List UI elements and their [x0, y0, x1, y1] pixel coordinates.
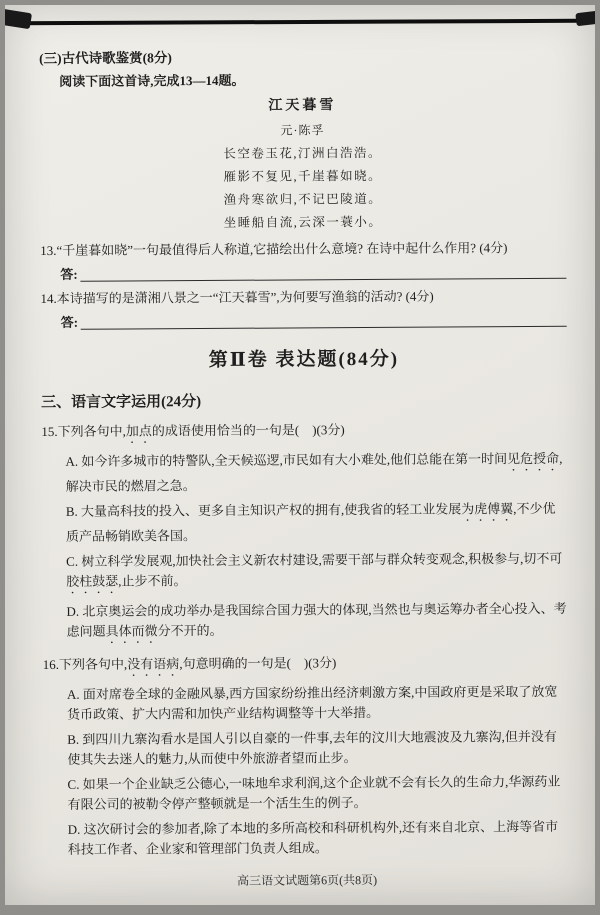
answer-label: 答: [60, 266, 78, 282]
poem-line: 渔舟寒欲归,不记巴陵道。 [223, 191, 383, 207]
question-14: 14.本诗描写的是潇湘八景之一“江天暮雪”,为何要写渔翁的活动? (4分) [40, 288, 434, 306]
answer-row-14 [41, 310, 567, 333]
option-15-c: C. 树立科学发展观,加快社会主义新农村建设,需要干部与群众转变观念,积极参与,切不可胶柱鼓瑟,止步不前。 [66, 550, 563, 589]
section-heading-poetry-appreciation: (三)古代诗歌鉴赏(8分) [39, 50, 172, 66]
question-13: 13.“千崖暮如晓”一句最值得后人称道,它描绘出什么意境? 在诗中起什么作用? (4分) [40, 240, 508, 258]
option-16-a: A. 面对席卷全球的金融风暴,西方国家纷纷推出经济刺激方案,中国政府更是采取了放宽货币政策、扩大内需和加快产业结构调整等十大举措。 [66, 683, 558, 722]
answer-blank-line [81, 314, 567, 330]
poem-line: 雁影不复见,千崖暮如晓。 [223, 168, 383, 184]
poem-title: 江天暮雪 [268, 98, 337, 114]
poem-line: 坐睡船自流,云深一蓑小。 [223, 214, 383, 230]
option-16-c: C. 如果一个企业缺乏公德心,一味地牟求利润,这个企业就不会有长久的生命力,华源药业有限公司的被勒令停产整顿就是一个活生生的例子。 [67, 773, 561, 812]
poem-instruction: 阅读下面这首诗,完成13—14题。 [59, 72, 245, 89]
poem-line: 长空卷玉花,汀洲白浩浩。 [223, 145, 382, 161]
question-15-stem: 15.下列各句中,加点的成语使用恰当的一句是( )(3分) [41, 422, 345, 439]
scan-corner-artifact-right [575, 11, 595, 27]
option-16-b: B. 到四川九寨沟看水是国人引以自豪的一件事,去年的汶川大地震波及九寨沟,但并没有使其失去迷人的魅力,从而使中外旅游者望而止步。 [67, 728, 557, 767]
page-content [39, 46, 570, 891]
volume-ii-heading: 第Ⅱ卷 表达题(84分) [208, 348, 400, 371]
option-15-b: B. 大量高科技的投入、更多自主知识产权的拥有,使我省的轻工业发展为虎傅翼,不少优质产品畅销欧美各国。 [65, 500, 556, 544]
answer-blank-line [81, 266, 567, 282]
question-16-stem: 16.下列各句中,没有语病,句意明确的一句是( )(3分) [42, 655, 337, 672]
poem-author: 元·陈孚 [280, 123, 325, 138]
answer-row-13 [40, 262, 566, 285]
scan-edge-artifact [15, 19, 579, 25]
scan-corner-artifact-left [5, 9, 32, 29]
section-heading-language-use: 三、语言文字运用(24分) [41, 394, 202, 411]
poem-block [39, 95, 566, 233]
page-footer: 高三语文试题第6页(共8页) [237, 872, 378, 888]
option-15-a: A. 如今许多城市的特警队,全天候巡逻,市民如有大小难处,他们总能在第一时间见危授命,解决市民的燃眉之急。 [65, 450, 563, 494]
option-16-d: D. 这次研讨会的参加者,除了本地的多所高校和科研机构外,还有来自北京、上海等省市科技工作者、企业家和管理部门负责人组成。 [67, 818, 559, 857]
answer-label: 答: [60, 314, 79, 330]
option-15-d: D. 北京奥运会的成功举办是我国综合国力强大的体现,当然也与奥运筹办者全心投入、考虑问题具体而微分不开的。 [66, 600, 567, 639]
scanned-exam-page [5, 5, 595, 905]
